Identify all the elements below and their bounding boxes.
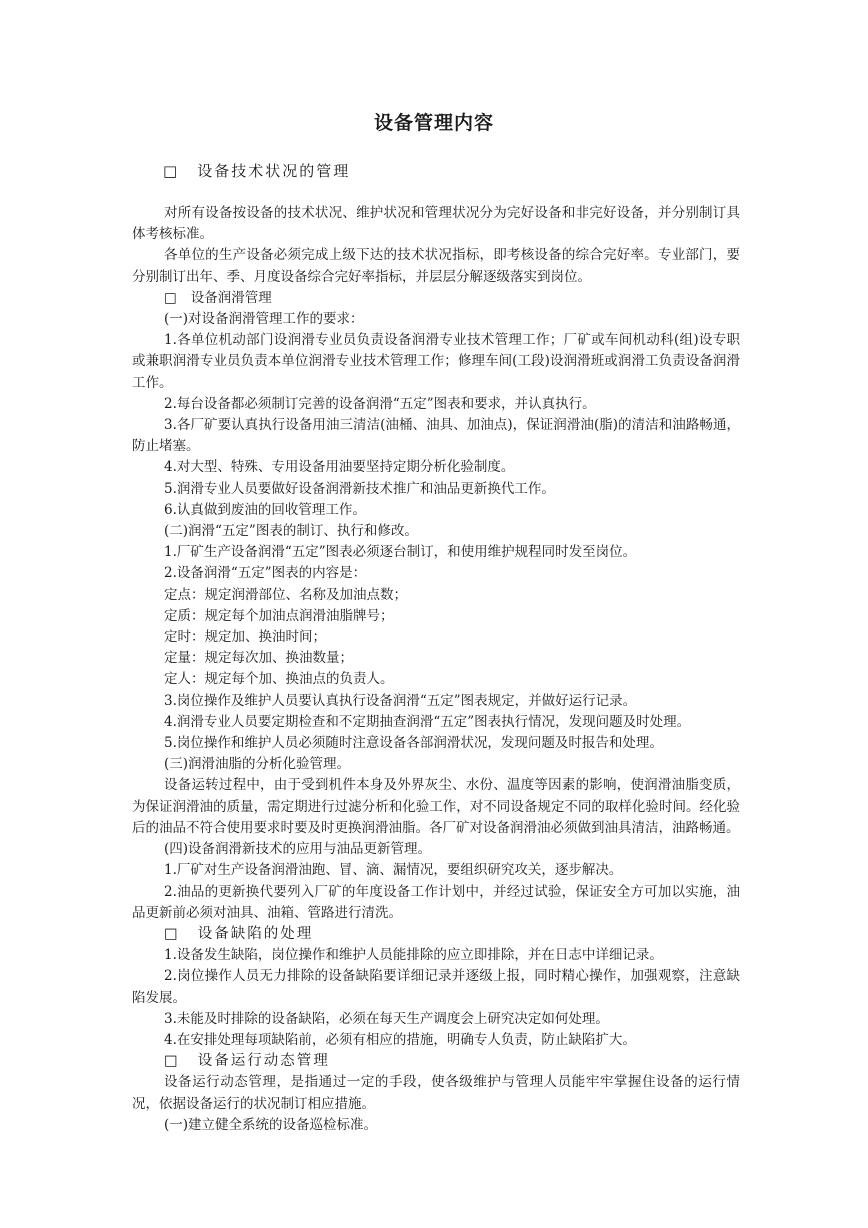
paragraph: 2.每台设备都必须制订完善的设备润滑“五定”图表和要求，并认真执行。 xyxy=(164,395,596,412)
paragraph: 4.在安排处理每项缺陷前，必须有相应的措施，明确专人负责，防止缺陷扩大。 xyxy=(164,1031,636,1048)
checkbox-icon: □ xyxy=(164,1053,180,1070)
checkbox-icon: □ xyxy=(164,925,180,942)
paragraph: 定量：规定每次加、换油数量； xyxy=(164,650,353,667)
paragraph: 6.认真做到废油的回收管理工作。 xyxy=(164,501,366,518)
section-heading-defect-handling xyxy=(132,924,740,945)
paragraph: (四)设备润滑新技术的应用与油品更新管理。 xyxy=(164,841,432,858)
paragraph: 2.设备润滑“五定”图表的内容是： xyxy=(164,565,367,582)
paragraph: (一)建立健全系统的设备巡检标准。 xyxy=(164,1116,378,1133)
section-heading-label: 设备运行动态管理 xyxy=(197,1053,330,1070)
paragraph: 1.设备发生缺陷，岗位操作和维护人员能排除的应立即排除，并在日志中详细记录。 xyxy=(164,947,663,964)
section-heading-dynamic-management xyxy=(132,1051,740,1072)
checkbox-icon: □ xyxy=(164,289,177,306)
paragraph: 设备运行动态管理，是指通过一定的手段，使各级维护与管理人员能牢牢掌握住设备的运行情况，依据设备运行的状况制订相应措施。 xyxy=(132,1074,740,1112)
paragraph: 对所有设备按设备的技术状况、维护状况和管理状况分为完好设备和非完好设备，并分别制订具体考核标准。 xyxy=(132,205,740,243)
section-heading-lubrication xyxy=(132,288,740,309)
section-heading-label: 设备缺陷的处理 xyxy=(197,925,314,942)
paragraph: 定点：规定润滑部位、名称及加油点数； xyxy=(164,586,407,603)
paragraph: (三)润滑油脂的分析化验管理。 xyxy=(164,756,351,773)
paragraph: 3.各厂矿要认真执行设备用油三清洁(油桶、油具、加油点)，保证润滑油(脂)的清洁和油路畅通，防止堵塞。 xyxy=(132,417,740,455)
section-heading-equipment-technical-status xyxy=(163,160,350,181)
paragraph: 1.各单位机动部门设润滑专业员负责设备润滑专业技术管理工作；厂矿或车间机动科(组)设专职或兼职润滑专业员负责本单位润滑专业技术管理工作；修理车间(工段)设润滑班或润滑工负责设备润滑工作。 xyxy=(132,332,740,391)
paragraph: 2.岗位操作人员无力排除的设备缺陷要详细记录并逐级上报，同时精心操作，加强观察，注意缺陷发展。 xyxy=(132,968,740,1006)
checkbox-icon: □ xyxy=(163,162,180,180)
paragraph: 1.厂矿生产设备润滑“五定”图表必须逐台制订，和使用维护规程同时发至岗位。 xyxy=(164,544,637,561)
paragraph: 5.岗位操作和维护人员必须随时注意设备各部润滑状况，发现问题及时报告和处理。 xyxy=(164,735,663,752)
paragraph: 定质：规定每个加油点润滑油脂牌号； xyxy=(164,607,394,624)
paragraph: 各单位的生产设备必须完成上级下达的技术状况指标，即考核设备的综合完好率。专业部门，要分别制订出年、季、月度设备综合完好率指标，并层层分解逐级落实到岗位。 xyxy=(132,247,740,285)
paragraph: 定人：规定每个加、换油点的负责人。 xyxy=(164,671,394,688)
paragraph: 3.岗位操作及维护人员要认真执行设备润滑“五定”图表规定，并做好运行记录。 xyxy=(164,692,637,709)
paragraph: 4.润滑专业人员要定期检查和不定期抽查润滑“五定”图表执行情况，发现问题及时处理。 xyxy=(164,713,691,730)
document-body xyxy=(132,203,740,1136)
paragraph: 4.对大型、特殊、专用设备用油要坚持定期分析化验制度。 xyxy=(164,459,515,476)
paragraph: 2.油品的更新换代要列入厂矿的年度设备工作计划中，并经过试验，保证安全方可加以实施，油品更新前必须对油具、油箱、管路进行清洗。 xyxy=(132,883,740,921)
paragraph: 3.未能及时排除的设备缺陷，必须在每天生产调度会上研究决定如何处理。 xyxy=(164,1010,609,1027)
paragraph: (二)润滑“五定”图表的制订、执行和修改。 xyxy=(164,523,418,540)
page-title: 设备管理内容 xyxy=(373,112,494,134)
section-heading-label: 设备润滑管理 xyxy=(190,289,272,306)
paragraph: 5.润滑专业人员要做好设备润滑新技术推广和油品更新换代工作。 xyxy=(164,480,555,497)
paragraph: 定时：规定加、换油时间； xyxy=(164,629,326,646)
paragraph: 设备运转过程中，由于受到机件本身及外界灰尘、水份、温度等因素的影响，使润滑油脂变质，为保证润滑油的质量，需定期进行过滤分析和化验工作，对不同设备规定不同的取样化验时间。经化验后的油品不符合使用要求时要及时更换润滑油脂。各厂矿对设备润滑油必须做到油具清洁，油路畅通。 xyxy=(132,777,740,836)
paragraph: (一)对设备润滑管理工作的要求： xyxy=(164,311,364,328)
paragraph: 1.厂矿对生产设备润滑油跑、冒、滴、漏情况，要组织研究攻关，逐步解决。 xyxy=(164,862,623,879)
section-heading-label: 设备技术状况的管理 xyxy=(197,162,351,180)
